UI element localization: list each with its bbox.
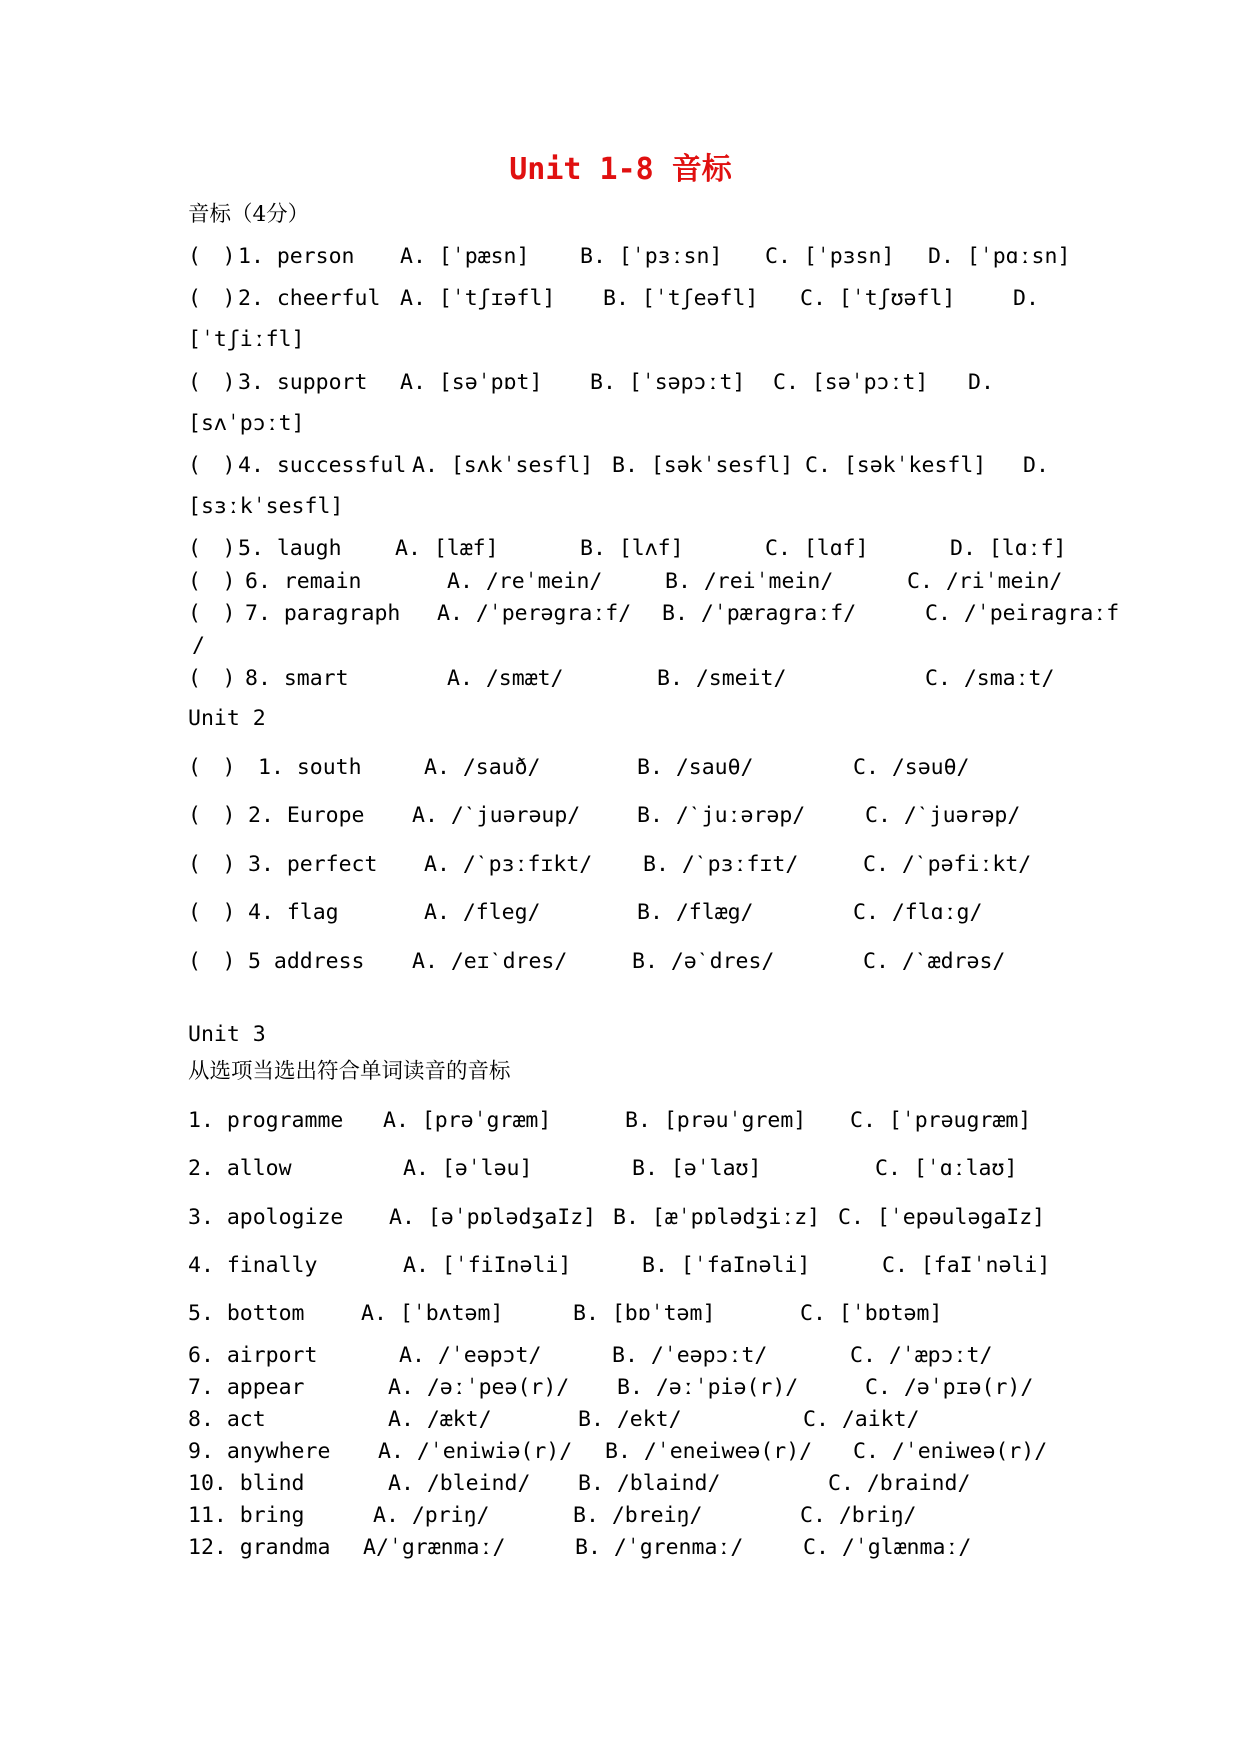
option-a: A. [sʌkˈsesfl] [412, 453, 594, 478]
question-row [0, 1404, 1241, 1436]
question-row [0, 566, 1241, 598]
option-a: A. [læf] [395, 536, 499, 561]
option-d-text: [ˈtʃiːfl] [188, 327, 305, 352]
option-c: C. [səkˈkesfl] [805, 453, 987, 478]
option-b: B. /əːˈpiə(r)/ [617, 1375, 799, 1400]
answer-blank: ( ) [188, 453, 236, 478]
option-a: A. /ˈperəgraːf/ [437, 601, 632, 626]
option-a: A. /fleg/ [424, 900, 541, 925]
question-row [0, 450, 1241, 482]
question-word: 2. cheerful [238, 286, 381, 311]
option-b: B. [prəuˈgrem] [625, 1108, 807, 1133]
question-row [0, 897, 1241, 929]
question-word: 5. bottom [188, 1301, 305, 1326]
option-b: B. /ˈpæragraːf/ [662, 601, 857, 626]
question-word: 3. perfect [248, 852, 378, 877]
question-word: 11. bring [188, 1503, 305, 1528]
question-row [0, 533, 1241, 565]
question-row [0, 283, 1241, 315]
question-word: 8. act [188, 1407, 266, 1432]
question-word: 5. laugh [238, 536, 342, 561]
question-word: 7. paragraph [245, 601, 401, 626]
answer-blank: ( ) [188, 286, 236, 311]
option-c: C. /ˈpeiragraːf [925, 601, 1120, 626]
option-c: C. [ˈprəugræm] [850, 1108, 1032, 1133]
option-b: B. /ˈeəpɔːt/ [612, 1343, 768, 1368]
question-row [0, 1153, 1241, 1185]
option-b: B. /əˋdres/ [632, 949, 775, 974]
option-b: B. /reiˈmein/ [665, 569, 834, 594]
question-word: 4. finally [188, 1253, 318, 1278]
option-a: A. /ˈeəpɔt/ [399, 1343, 542, 1368]
option-d: D. [968, 370, 994, 395]
option-b: B. [ˈfaInəli] [642, 1253, 811, 1278]
question-row [0, 1202, 1241, 1234]
option-a: A. /ˋjuərəup/ [412, 803, 581, 828]
question-row [0, 241, 1241, 273]
question-row [0, 663, 1241, 695]
answer-blank: ( ) [188, 536, 236, 561]
option-c: C. /ˈglænmaː/ [803, 1535, 972, 1560]
option-a: A. /sauð/ [424, 755, 541, 780]
section-heading-unit3 [0, 1019, 1241, 1051]
question-row-continued [0, 491, 1241, 523]
option-b: B. /breiŋ/ [573, 1503, 703, 1528]
question-word: 3. apologize [188, 1205, 344, 1230]
question-row-continued [0, 408, 1241, 440]
option-c: C. /riˈmein/ [907, 569, 1063, 594]
answer-blank: ( ) [188, 601, 236, 626]
question-word: 6. remain [245, 569, 362, 594]
option-a: A. [prəˈgræm] [383, 1108, 552, 1133]
option-a: A. /reˈmein/ [447, 569, 603, 594]
section-heading: 音标（4分） [188, 202, 310, 227]
question-row-continued [0, 324, 1241, 356]
question-row [0, 1250, 1241, 1282]
option-c: C. [ˈtʃʊəfl] [800, 286, 956, 311]
question-row [0, 849, 1241, 881]
question-word: 1. south [258, 755, 362, 780]
section-heading-unit2 [0, 703, 1241, 735]
option-c: C. /smaːt/ [925, 666, 1055, 691]
question-word: 2. allow [188, 1156, 292, 1181]
option-c: C. /ˋpəfiːkt/ [863, 852, 1032, 877]
question-word: 7. appear [188, 1375, 305, 1400]
option-b: B. /ˈeneiweə(r)/ [605, 1439, 813, 1464]
option-b: B. /smeit/ [657, 666, 787, 691]
option-a: A. /əːˈpeə(r)/ [388, 1375, 570, 1400]
question-row-continued [0, 630, 1241, 662]
question-word: 2. Europe [248, 803, 365, 828]
option-c-text: / [192, 633, 205, 658]
question-word: 8. smart [245, 666, 349, 691]
option-c: C. /ˋædrəs/ [863, 949, 1006, 974]
option-a: A. /priŋ/ [373, 1503, 490, 1528]
answer-blank: ( ) [188, 803, 236, 828]
option-b: B. [ˈsəpɔːt] [590, 370, 746, 395]
option-a: A. [səˈpɒt] [400, 370, 543, 395]
section-heading: Unit 2 [188, 706, 266, 731]
question-word: 9. anywhere [188, 1439, 331, 1464]
option-c: C. [ˈɑːlaʊ] [875, 1156, 1018, 1181]
section-heading-unit1 [0, 199, 1241, 231]
option-b: B. [ˈpɜːsn] [580, 244, 723, 269]
question-word: 3. support [238, 370, 368, 395]
answer-blank: ( ) [188, 949, 236, 974]
answer-blank: ( ) [188, 852, 236, 877]
option-c: C. /braind/ [828, 1471, 971, 1496]
option-c: C. [səˈpɔːt] [773, 370, 929, 395]
option-c: C. /briŋ/ [800, 1503, 917, 1528]
option-a: A. /eɪˋdres/ [412, 949, 568, 974]
question-row [0, 367, 1241, 399]
option-b: B. [æˈpɒlədʒiːz] [613, 1205, 821, 1230]
question-word: 4. successful [238, 453, 407, 478]
question-word: 10. blind [188, 1471, 305, 1496]
answer-blank: ( ) [188, 569, 236, 594]
option-b: B. [ˈtʃeəfl] [603, 286, 759, 311]
section-instruction [0, 1056, 1241, 1088]
option-d-text: [sɜːkˈsesfl] [188, 494, 344, 519]
option-a: A. [ˈpæsn] [400, 244, 530, 269]
option-a: A. /ˋpɜːfɪkt/ [424, 852, 593, 877]
answer-blank: ( ) [188, 244, 236, 269]
question-row [0, 1436, 1241, 1468]
question-row [0, 1468, 1241, 1500]
option-a: A. [ˈfiInəli] [403, 1253, 572, 1278]
option-c: C. [ˈepəuləgaIz] [838, 1205, 1046, 1230]
question-word: 1. programme [188, 1108, 344, 1133]
instruction-text: 从选项当选出符合单词读音的音标 [188, 1059, 511, 1084]
option-b: B. /ˋpɜːfɪt/ [643, 852, 799, 877]
option-c: C. /flɑːg/ [853, 900, 983, 925]
answer-blank: ( ) [188, 370, 236, 395]
option-d: D. [ˈpɑːsn] [928, 244, 1071, 269]
question-word: 4. flag [248, 900, 339, 925]
question-row [0, 752, 1241, 784]
option-c: C. /ˈeniweə(r)/ [853, 1439, 1048, 1464]
option-b: B. [bɒˈtəm] [573, 1301, 716, 1326]
option-a: A. /smæt/ [447, 666, 564, 691]
answer-blank: ( ) [188, 755, 236, 780]
option-a: A. /ækt/ [388, 1407, 492, 1432]
option-a: A. [ˈtʃɪəfl] [400, 286, 556, 311]
option-c: C. [lɑf] [765, 536, 869, 561]
question-row [0, 1298, 1241, 1330]
question-row [0, 1340, 1241, 1372]
question-row [0, 1105, 1241, 1137]
option-b: B. /sauθ/ [637, 755, 754, 780]
question-word: 5 address [248, 949, 365, 974]
option-b: B. /ekt/ [578, 1407, 682, 1432]
option-a: A/ˈgrænmaː/ [363, 1535, 506, 1560]
question-word: 12. grandma [188, 1535, 331, 1560]
question-word: 6. airport [188, 1343, 318, 1368]
option-c: C. [ˈbɒtəm] [800, 1301, 943, 1326]
option-b: B. /flæg/ [637, 900, 754, 925]
question-row [0, 946, 1241, 978]
option-c: C. /ˈæpɔːt/ [850, 1343, 993, 1368]
option-c: C. /aikt/ [803, 1407, 920, 1432]
option-b: B. /ˋjuːərəp/ [637, 803, 806, 828]
page-title: Unit 1-8 音标 [509, 152, 732, 187]
option-c: C. [ˈpɜsn] [765, 244, 895, 269]
question-row [0, 598, 1241, 630]
option-c: C. /səuθ/ [853, 755, 970, 780]
answer-blank: ( ) [188, 666, 236, 691]
option-b: B. [səkˈsesfl] [612, 453, 794, 478]
option-a: A. [ˈbʌtəm] [361, 1301, 504, 1326]
question-row [0, 800, 1241, 832]
option-d: D. [lɑːf] [950, 536, 1067, 561]
question-row [0, 1372, 1241, 1404]
option-a: A. [əˈpɒlədʒaIz] [389, 1205, 597, 1230]
option-c: C. /əˈpɪə(r)/ [865, 1375, 1034, 1400]
option-c: C. /ˋjuərəp/ [865, 803, 1021, 828]
option-b: B. [lʌf] [580, 536, 684, 561]
option-d: D. [1023, 453, 1049, 478]
option-d: D. [1013, 286, 1039, 311]
question-word: 1. person [238, 244, 355, 269]
question-row [0, 1532, 1241, 1564]
option-b: B. [əˈlaʊ] [632, 1156, 762, 1181]
option-c: C. [faIˈnəli] [882, 1253, 1051, 1278]
answer-blank: ( ) [188, 900, 236, 925]
option-b: B. /ˈgrenmaː/ [575, 1535, 744, 1560]
question-row [0, 1500, 1241, 1532]
option-d-text: [sʌˈpɔːt] [188, 411, 305, 436]
option-a: A. /bleind/ [388, 1471, 531, 1496]
option-b: B. /blaind/ [578, 1471, 721, 1496]
section-heading: Unit 3 [188, 1022, 266, 1047]
option-a: A. [əˈləu] [403, 1156, 533, 1181]
option-a: A. /ˈeniwiə(r)/ [378, 1439, 573, 1464]
